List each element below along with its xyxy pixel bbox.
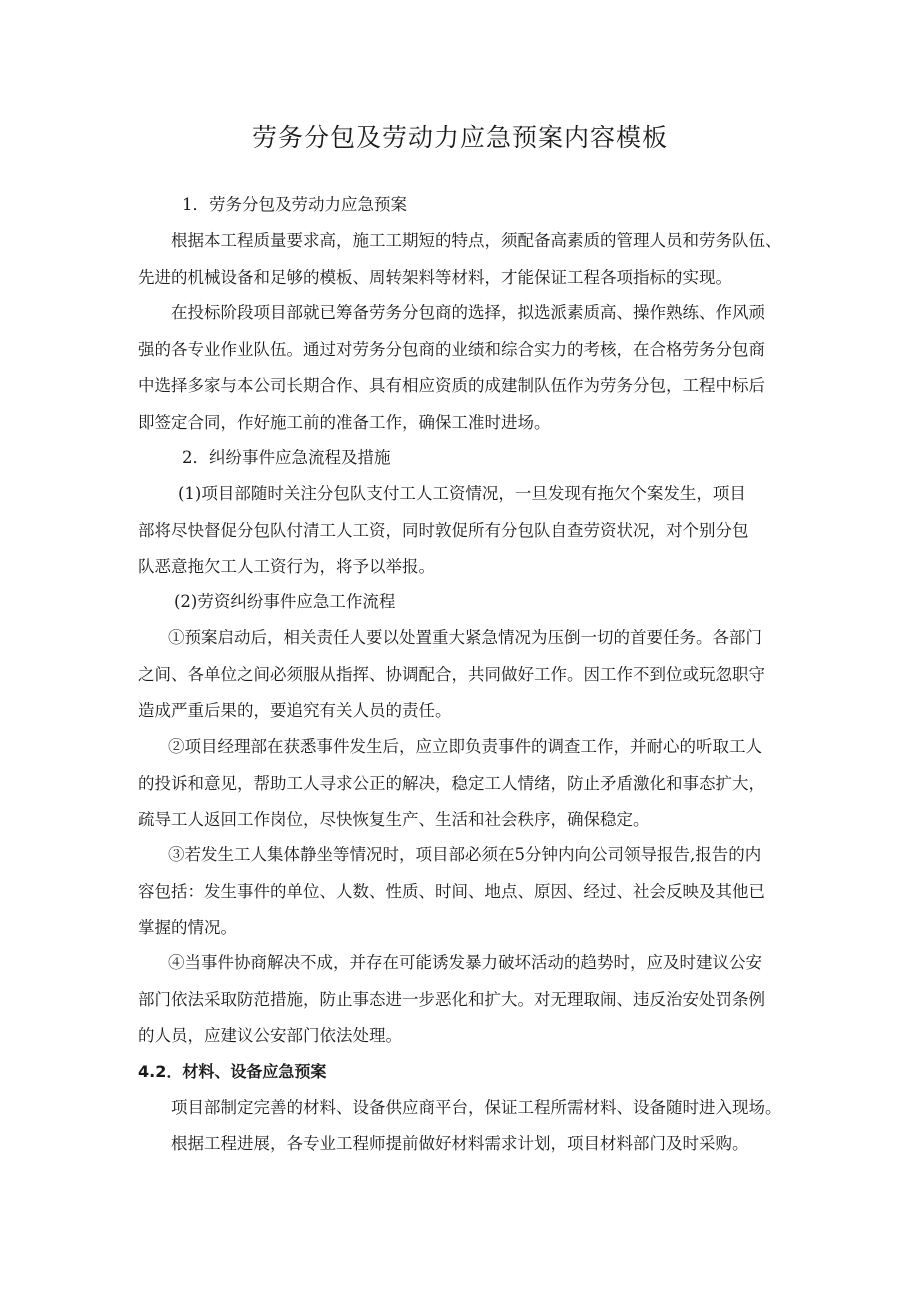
page-title: 劳务分包及劳动力应急预案内容模板 [251, 123, 668, 152]
paragraph: 根据本工程质量要求高，施工工期短的特点，须配备高素质的管理人员和劳务队伍、 先进的机械设备和足够的模板、周转架料等材料，才能保证工程各项指标的实现。 [138, 231, 782, 287]
paragraph: 在投标阶段项目部就已筹备劳务分包商的选择，拟选派素质高、操作熟练、作风顽 强的各专业作业队伍。通过对劳务分包商的业绩和综合实力的考核，在合格劳务分包商 中选择多家与本公司长期合作、具有相应资质的成建制队伍作为劳务分包，工程中标后 即签定合同，作好施工前的准备工作，确保工准时进场。 [138, 303, 765, 432]
paragraph: ②项目经理部在获悉事件发生后，应立即负责事件的调查工作，并耐心的听取工人 的投诉和意见，帮助工人寻求公正的解决，稳定工人情绪，防止矛盾激化和事态扩大， 疏导工人返回工作岗位，尽快恢复生产、生活和社会秩序，确保稳定。 [138, 737, 765, 829]
paragraph: 根据工程进展，各专业工程师提前做好材料需求计划，项目材料部门及时采购。 [171, 1134, 749, 1153]
section-heading-2: 2．纠纷事件应急流程及措施 [182, 448, 391, 467]
section-heading-1: 1．劳务分包及劳动力应急预案 [182, 195, 407, 214]
paragraph: (2)劳资纠纷事件应急工作流程 [174, 592, 396, 611]
section-heading-4-2: 4.2．材料、设备应急预案 [138, 1062, 327, 1081]
paragraph: (1)项目部随时关注分包队支付工人工资情况，一旦发现有拖欠个案发生，项目 部将尽快督促分包队付清工人工资，同时敦促所有分包队自查劳资状况，对个别分包 队恶意拖欠工人工资行为，将予以举报。 [138, 484, 749, 576]
paragraph: ①预案启动后，相关责任人要以处置重大紧急情况为压倒一切的首要任务。各部门 之间、各单位之间必须服从指挥、协调配合，共同做好工作。因工作不到位或玩忽职守 造成严重后果的，要追究有关人员的责任。 [138, 628, 765, 720]
paragraph: ④当事件协商解决不成，并存在可能诱发暴力破坏活动的趋势时，应及时建议公安 部门依法采取防范措施，防止事态进一步恶化和扩大。对无理取闹、违反治安处罚条例 的人员，应建议公安部门依法处理。 [138, 953, 765, 1045]
paragraph: 项目部制定完善的材料、设备供应商平台，保证工程所需材料、设备随时进入现场。 [171, 1098, 782, 1117]
paragraph: ③若发生工人集体静坐等情况时，项目部必须在5分钟内向公司领导报告,报告的内 容包括：发生事件的单位、人数、性质、时间、地点、原因、经过、社会反映及其他已 掌握的情况。 [138, 845, 765, 937]
